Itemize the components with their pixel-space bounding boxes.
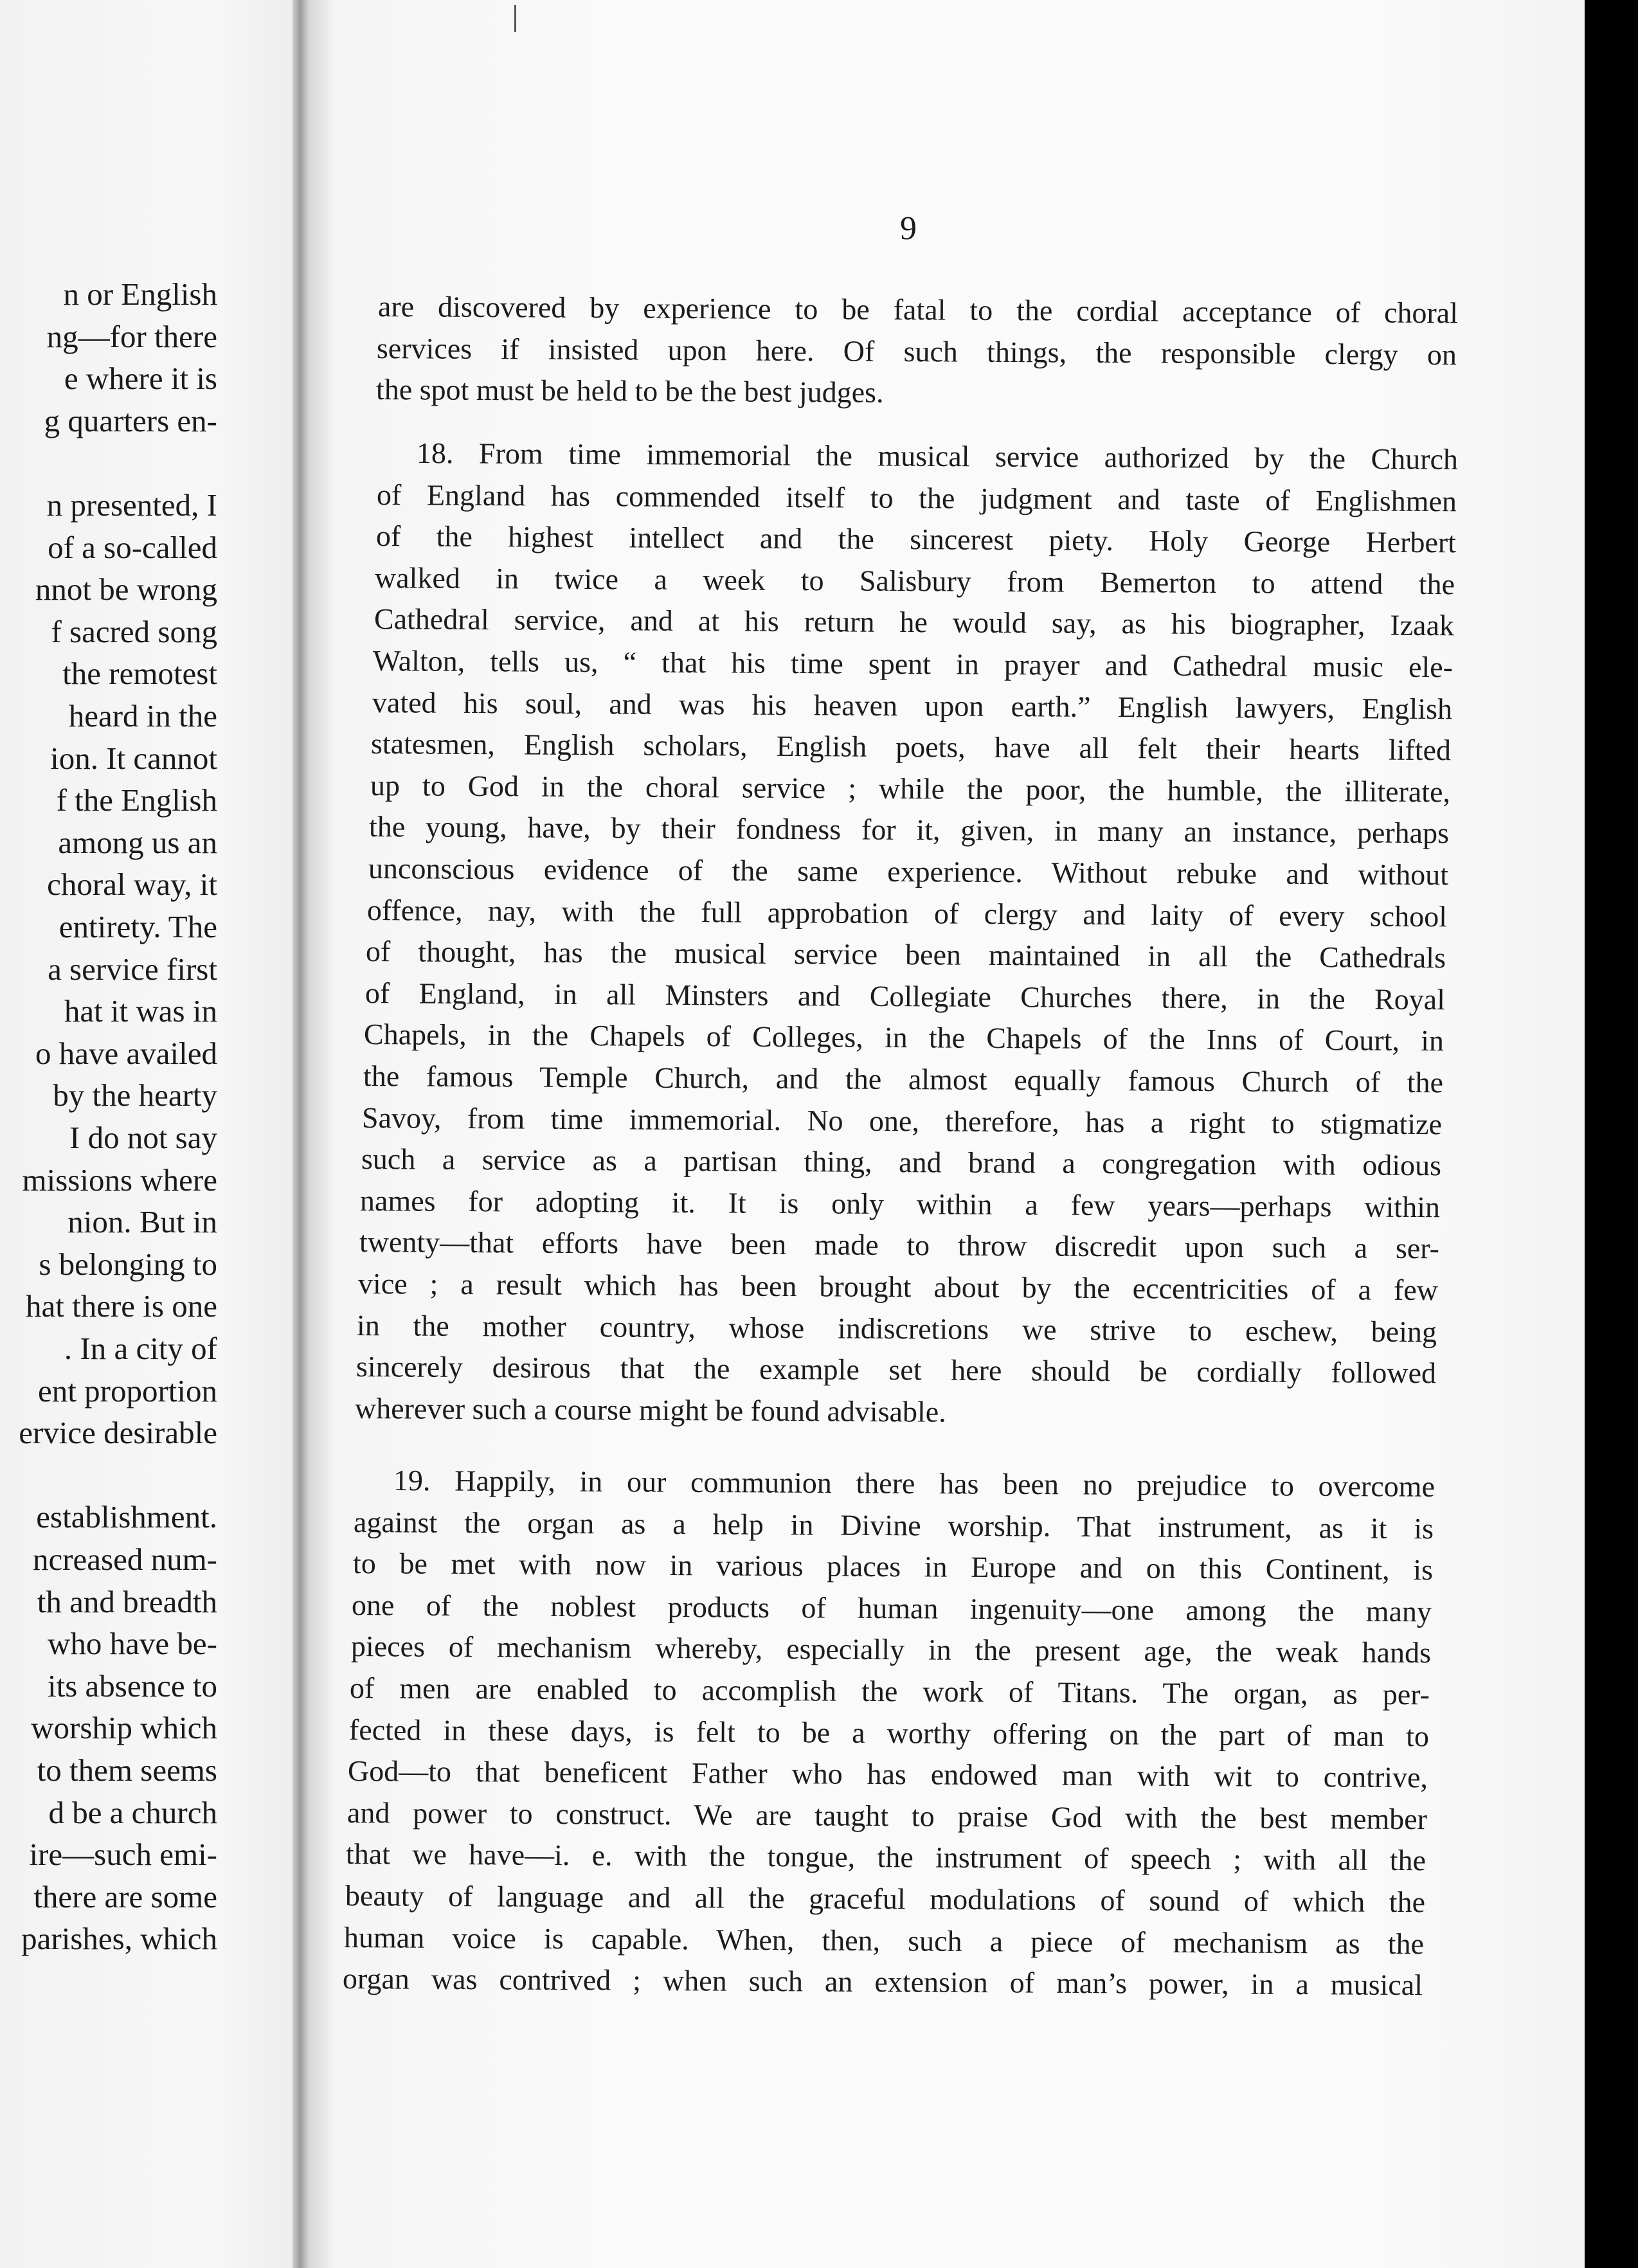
paragraph-3-line: one of the noblest products of human ingenuity—one among the many — [352, 1588, 1432, 1628]
paragraph-3-line: against the organ as a help in Divine worship. That instrument, as it is — [354, 1505, 1434, 1545]
left-page-line: g quarters en- — [44, 402, 217, 438]
paragraph-2-line: wherever such a course might be found advisable. — [355, 1391, 947, 1428]
paragraph-2-line: of thought, has the musical service been maintained in all the Cathedrals — [366, 935, 1446, 975]
paragraph-2-line: of England has commended itself to the judgment and taste of Englishmen — [377, 478, 1457, 518]
left-page-line: parishes, which — [21, 1921, 217, 1957]
left-page-line: th and breadth — [37, 1583, 217, 1619]
left-page-line: I do not say — [69, 1120, 217, 1155]
left-page-line: among us an — [58, 824, 217, 860]
left-page-line: the remotest — [62, 656, 217, 692]
paragraph-3-line: 19. Happily, in our communion there has been no prejudice to overcome — [393, 1464, 1436, 1503]
paragraph-2-line: the young, have, by their fondness for it, given, in many an instance, perhaps — [368, 810, 1450, 850]
paragraph-2-line: 18. From time immemorial the musical service authorized by the Church — [416, 437, 1459, 476]
paragraph-1-line: the spot must be held to be the best judges. — [375, 373, 884, 410]
scan-border — [1585, 0, 1638, 2268]
fold-shadow — [309, 0, 335, 2268]
left-page-line: hat there is one — [26, 1288, 217, 1324]
left-page-line: ire—such emi- — [29, 1837, 217, 1873]
paragraph-2-line: Walton, tells us, “ that his time spent in prayer and Cathedral music ele- — [373, 644, 1454, 684]
paragraph-2-line: statesmen, English scholars, English poets, have all felt their hearts lifted — [370, 727, 1452, 767]
left-page-line: e where it is — [64, 361, 217, 397]
left-page-line: missions where — [22, 1162, 217, 1198]
left-page-line: d be a church — [48, 1794, 217, 1830]
paragraph-2-line: in the mother country, whose indiscretions we strive to eschew, being — [357, 1308, 1437, 1348]
left-page-line: ent proportion — [38, 1372, 217, 1408]
paragraph-2-line: offence, nay, with the full approbation of clergy and laity of every school — [366, 893, 1448, 933]
left-page-line: entirety. The — [59, 909, 217, 944]
paragraph-2-line: such a service as a partisan thing, and brand a congregation with odious — [361, 1142, 1441, 1182]
left-page-line: heard in the — [68, 698, 217, 734]
paragraph-3-line: organ was contrived ; when such an extension of man’s power, in a musical — [343, 1962, 1423, 2002]
left-page-line: hat it was in — [64, 993, 217, 1029]
paragraph-3-line: God—to that beneficent Father who has endowed man with wit to contrive, — [347, 1754, 1428, 1794]
paragraph-1-line: services if insisted upon here. Of such things, the responsible clergy on — [377, 331, 1457, 371]
paragraph-2-line: vice ; a result which has been brought about by the eccentricities of a few — [357, 1267, 1439, 1307]
left-page-line: ervice desirable — [19, 1415, 217, 1451]
paragraph-2-line: Cathedral service, and at his return he would say, as his biographer, Izaak — [374, 602, 1454, 642]
left-page-line: nion. But in — [68, 1204, 217, 1240]
paragraph-2-line: sincerely desirous that the example set here should be cordially followed — [356, 1350, 1437, 1390]
left-page-line: f sacred song — [51, 613, 217, 649]
scan-artifact — [514, 5, 516, 32]
paragraph-3-line: to be met with now in various places in Europe and on this Continent, is — [352, 1547, 1434, 1587]
paragraph-3-line: pieces of mechanism whereby, especially in the present age, the weak hands — [350, 1630, 1431, 1670]
left-page-line: there are some — [33, 1878, 217, 1914]
paragraph-3-line: beauty of language and all the graceful modulations of sound of which the — [345, 1879, 1425, 1919]
left-page-line: . In a city of — [64, 1331, 217, 1366]
left-page-line: by the hearty — [53, 1077, 217, 1113]
left-page-line: establishment. — [36, 1499, 217, 1535]
paragraph-2-line: names for adopting it. It is only within a few years—perhaps within — [359, 1184, 1441, 1224]
left-page-line: a service first — [48, 951, 217, 987]
paragraph-1-line: are discovered by experience to be fatal to the cordial acceptance of choral — [377, 290, 1459, 330]
left-page-line: o have availed — [35, 1035, 217, 1071]
paragraph-3-line: and power to construct. We are taught to praise God with the best member — [346, 1796, 1427, 1836]
page-number: 9 — [900, 210, 917, 247]
paragraph-3-line: human voice is capable. When, then, such a piece of mechanism as the — [343, 1920, 1425, 1960]
paragraph-3-line: that we have—i. e. with the tongue, the instrument of speech ; with all the — [345, 1837, 1426, 1877]
left-page-line: nnot be wrong — [35, 572, 217, 608]
paragraph-2-line: Chapels, in the Chapels of Colleges, in the Chapels of the Inns of Court, in — [364, 1018, 1444, 1058]
left-page-line: choral way, it — [47, 867, 217, 903]
book-gutter — [292, 0, 309, 2268]
left-page-line: n presented, I — [46, 487, 217, 523]
paragraph-2-line: of the highest intellect and the sincerest piety. Holy George Herbert — [375, 519, 1457, 559]
left-page-line: worship which — [31, 1710, 217, 1746]
left-page-line: to them seems — [37, 1752, 217, 1788]
paragraph-2-line: of England, in all Minsters and Collegiate Churches there, in the Royal — [364, 976, 1445, 1016]
paragraph-3-line: of men are enabled to accomplish the work of Titans. The organ, as per- — [350, 1671, 1430, 1711]
left-page-line: f the English — [56, 782, 217, 818]
left-page-line: who have be- — [48, 1626, 217, 1662]
left-page-line: n or English — [63, 276, 217, 312]
paragraph-2-line: up to God in the choral service ; while the poor, the humble, the illiterate, — [370, 768, 1450, 809]
paragraph-2-line: unconscious evidence of the same experience. Without rebuke and without — [368, 852, 1448, 892]
left-page-line: ncreased num- — [32, 1542, 217, 1577]
paragraph-3-line: fected in these days, is felt to be a worthy offering on the part of man to — [348, 1713, 1429, 1752]
left-page-line: ng—for there — [46, 318, 217, 354]
left-facing-page — [0, 0, 301, 2268]
left-page-line: of a so-called — [48, 529, 217, 565]
paragraph-2-line: walked in twice a week to Salisbury from Bemerton to attend the — [375, 561, 1455, 601]
paragraph-2-line: the famous Temple Church, and the almost equally famous Church of the — [363, 1059, 1443, 1099]
paragraph-2-line: Savoy, from time immemorial. No one, therefore, has a right to stigmatize — [362, 1101, 1443, 1140]
left-page-line: its absence to — [48, 1668, 217, 1704]
left-page-line: ion. It cannot — [50, 740, 217, 776]
paragraph-2-line: twenty—that efforts have been made to throw discredit upon such a ser- — [359, 1225, 1439, 1265]
left-page-line: s belonging to — [39, 1246, 217, 1282]
paragraph-2-line: vated his soul, and was his heaven upon earth.” English lawyers, English — [372, 685, 1452, 725]
